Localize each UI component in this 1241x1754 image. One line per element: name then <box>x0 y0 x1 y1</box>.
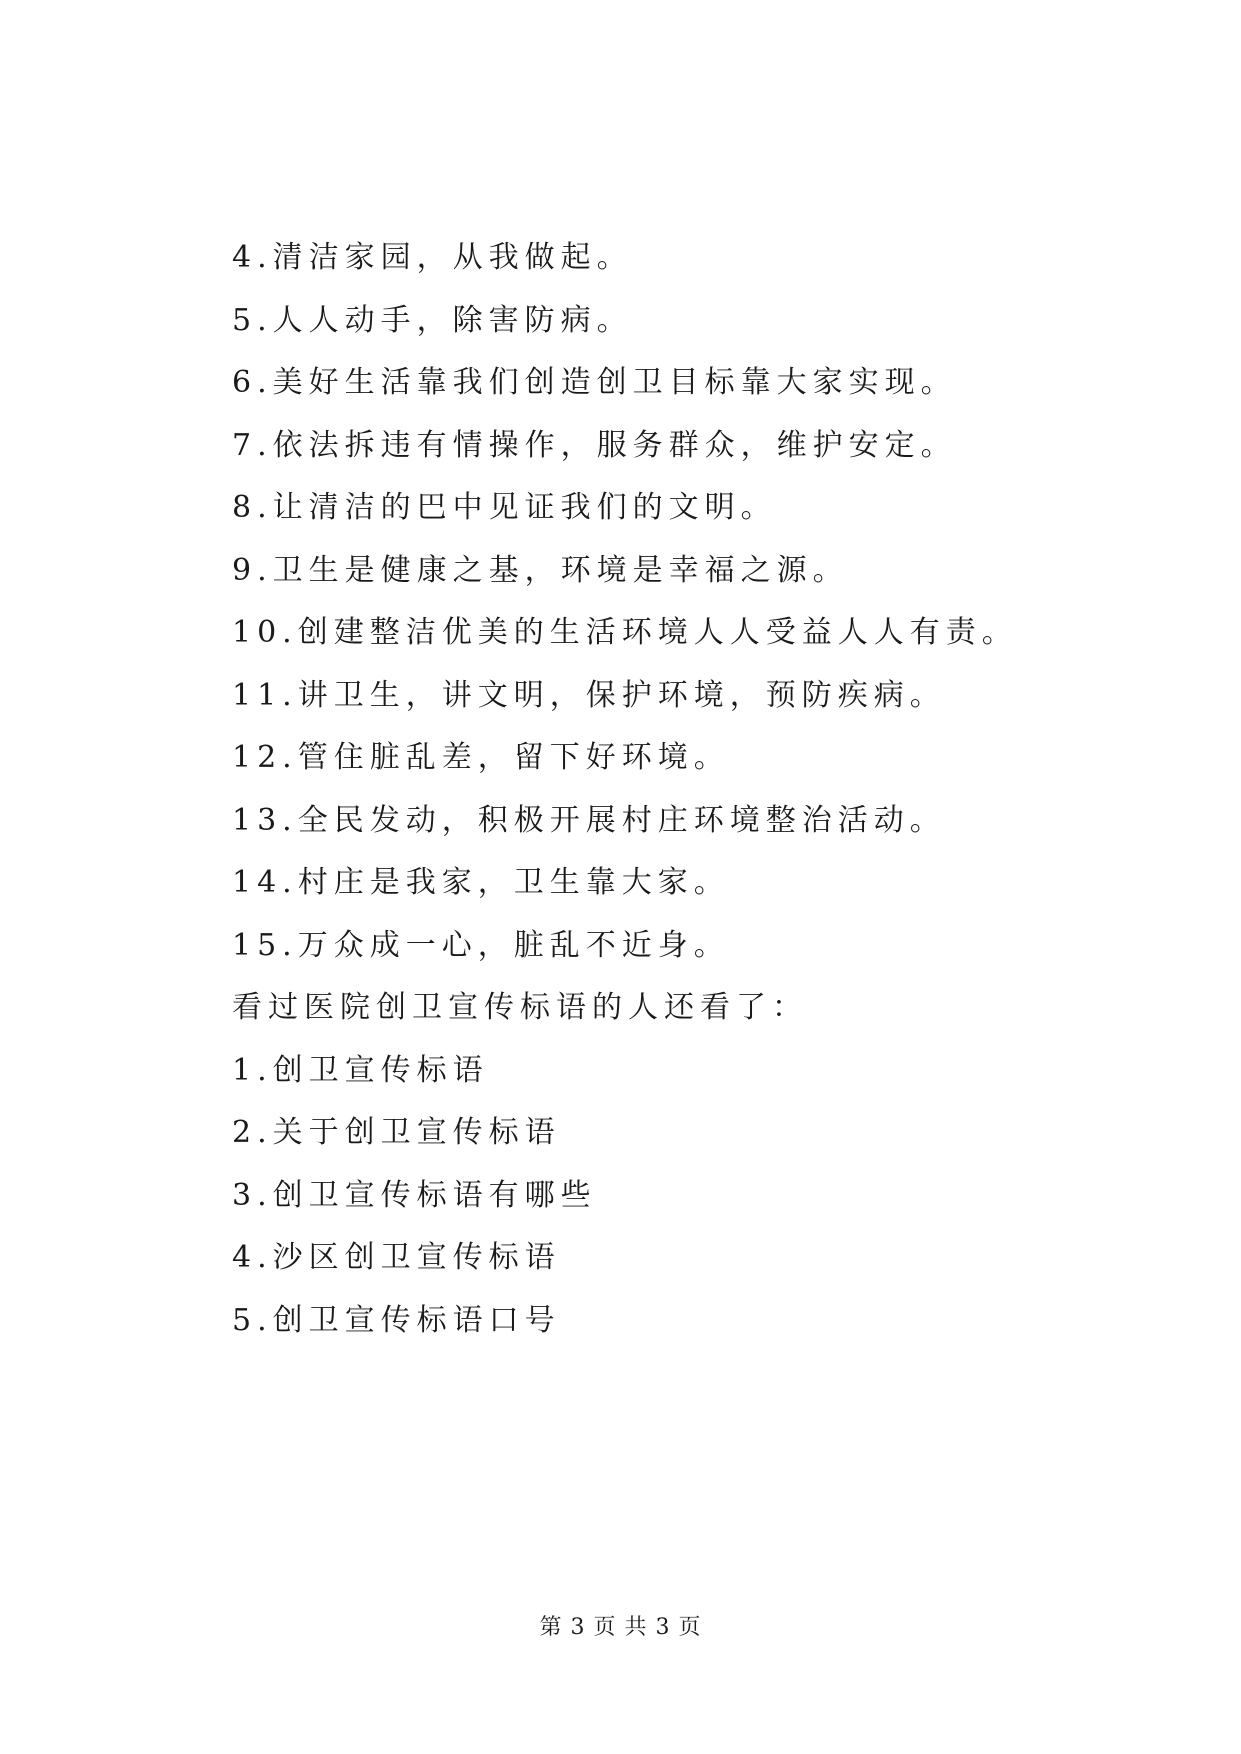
slogan-line: 8.让清洁的巴中见证我们的文明。 <box>232 490 777 525</box>
slogan-line: 15.万众成一心，脏乱不近身。 <box>232 927 730 963</box>
related-heading: 看过医院创卫宣传标语的人还看了： <box>232 990 808 1025</box>
related-link[interactable]: 3.创卫宣传标语有哪些 <box>232 1177 597 1213</box>
slogan-line: 6.美好生活靠我们创造创卫目标靠大家实现。 <box>232 365 957 400</box>
related-link[interactable]: 2.关于创卫宣传标语 <box>232 1115 561 1150</box>
slogan-line: 7.依法拆违有情操作，服务群众，维护安定。 <box>232 427 957 463</box>
slogan-line: 9.卫生是健康之基，环境是幸福之源。 <box>232 552 849 588</box>
slogan-line: 13.全民发动，积极开展村庄环境整治活动。 <box>232 802 946 838</box>
related-link[interactable]: 4.沙区创卫宣传标语 <box>232 1240 561 1275</box>
page-footer: 第 3 页 共 3 页 <box>539 1615 702 1640</box>
slogan-line: 4.清洁家园，从我做起。 <box>232 240 633 275</box>
related-link[interactable]: 5.创卫宣传标语口号 <box>232 1302 561 1338</box>
slogan-line: 11.讲卫生，讲文明，保护环境，预防疾病。 <box>232 677 946 713</box>
slogan-line: 12.管住脏乱差，留下好环境。 <box>232 740 730 775</box>
slogan-line: 10.创建整洁优美的生活环境人人受益人人有责。 <box>232 615 1018 650</box>
slogan-line: 5.人人动手，除害防病。 <box>232 302 633 338</box>
slogan-line: 14.村庄是我家，卫生靠大家。 <box>232 865 730 900</box>
document-body <box>232 233 1032 1358</box>
related-link[interactable]: 1.创卫宣传标语 <box>232 1052 489 1088</box>
